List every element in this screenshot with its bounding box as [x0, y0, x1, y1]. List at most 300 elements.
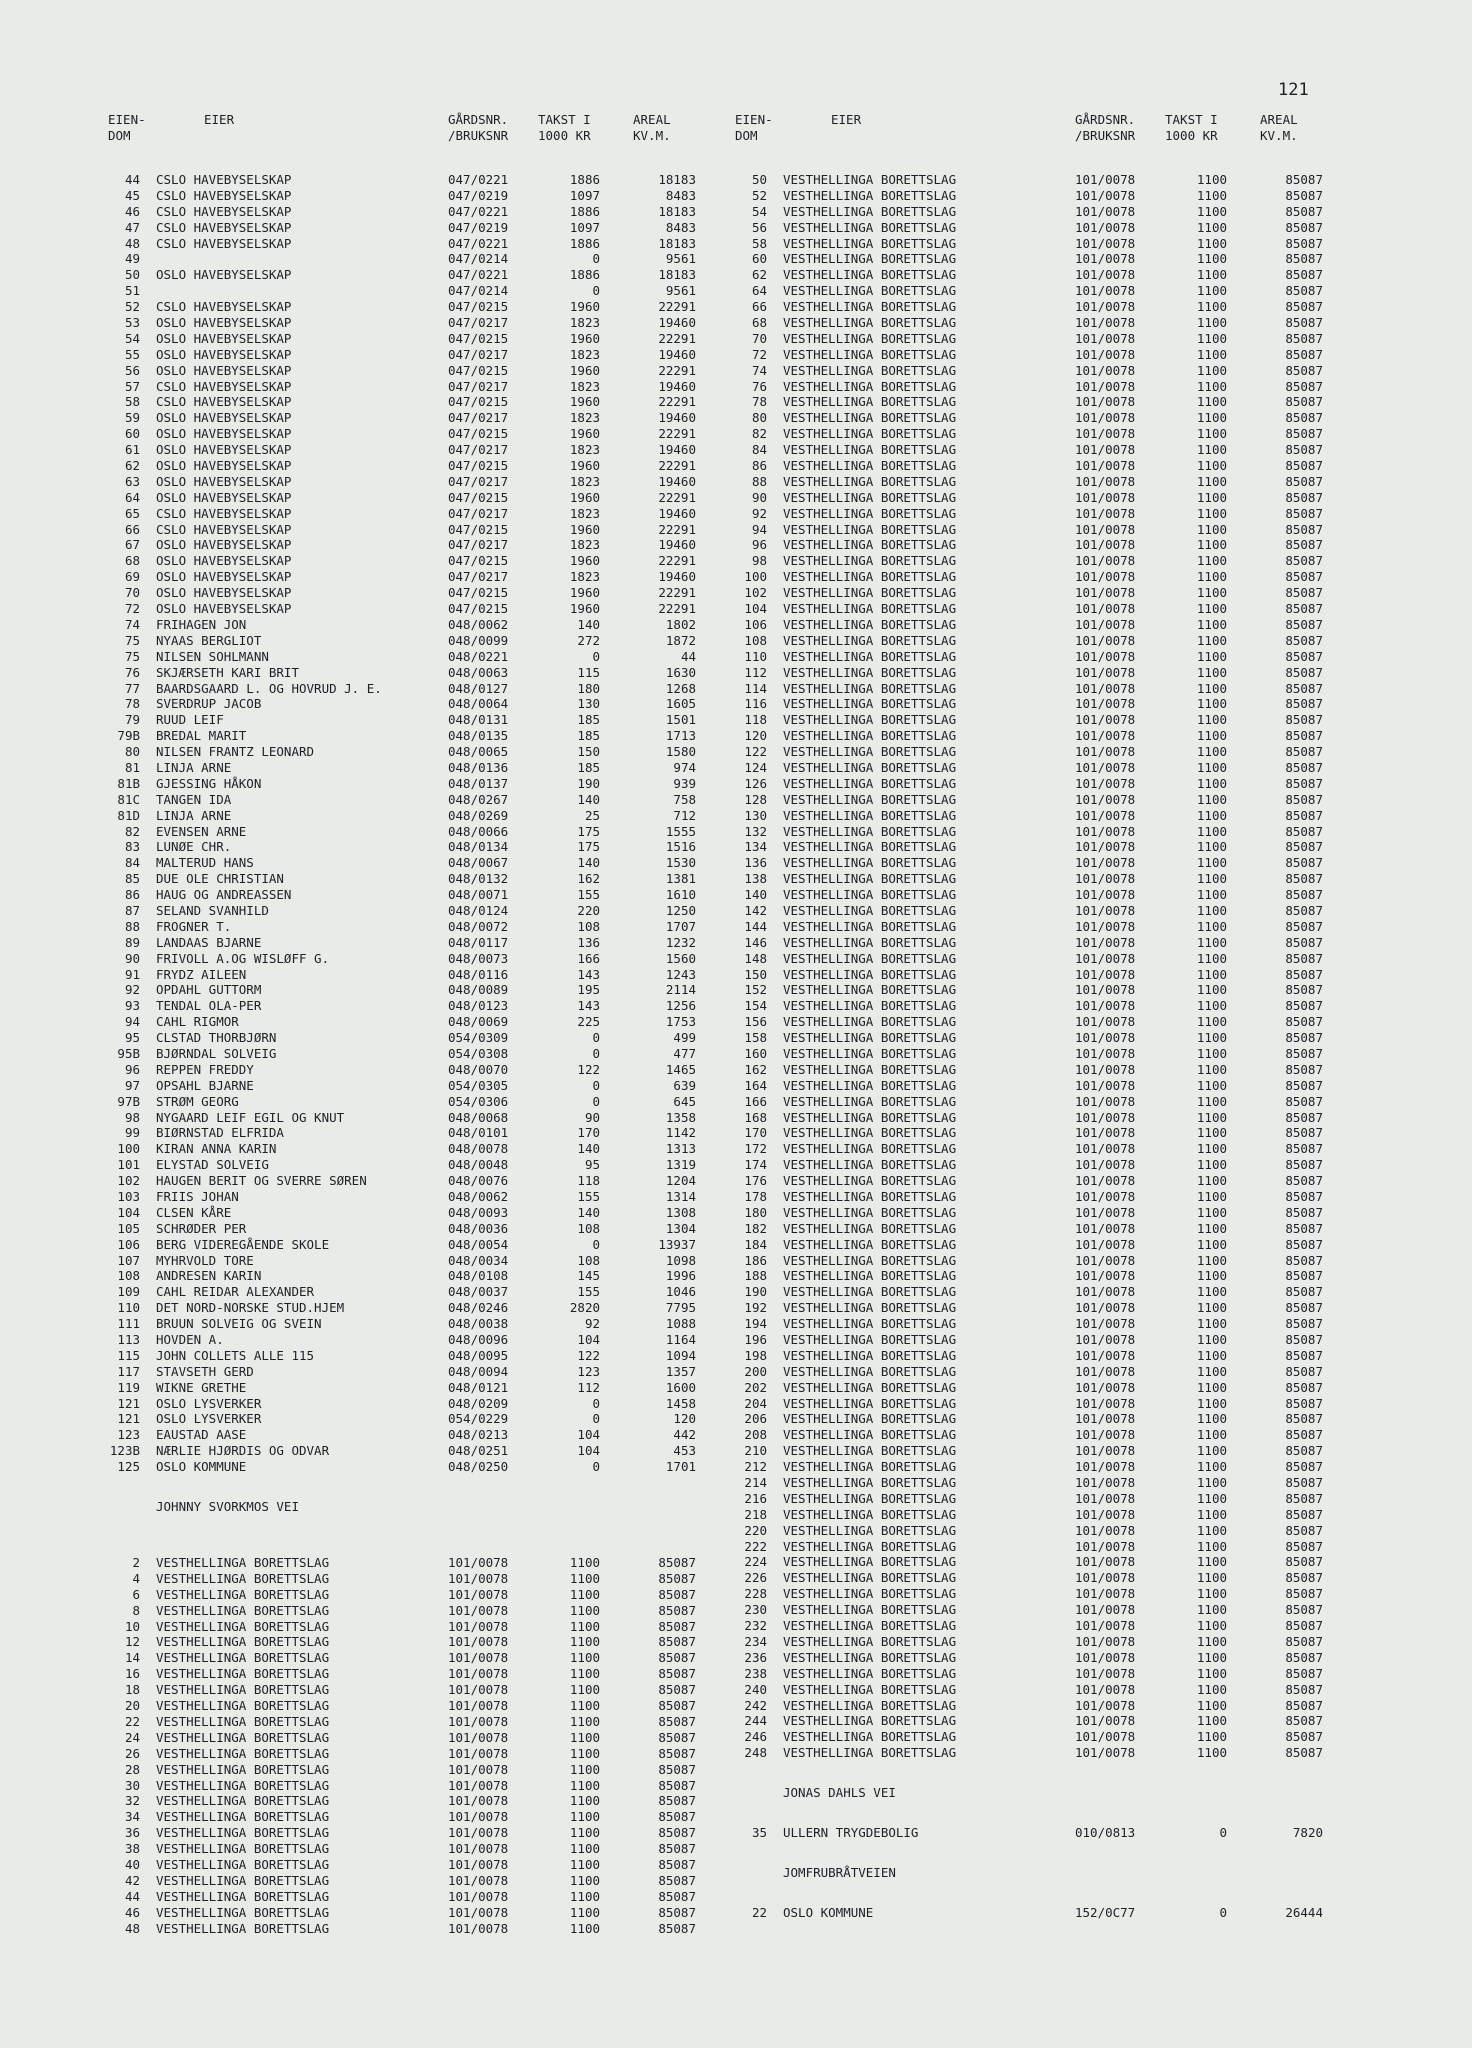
owner-name: VESTHELLINGA BORETTSLAG	[783, 219, 957, 235]
row-number: 222	[744, 1538, 767, 1554]
takst-value: 1960	[569, 489, 600, 505]
owner-name: VESTHELLINGA BORETTSLAG	[156, 1920, 330, 1936]
areal-value: 85087	[1285, 426, 1323, 442]
row-number: 22	[124, 1713, 140, 1729]
gardsnr-bruksnr: 048/0135	[448, 728, 509, 744]
gardsnr-bruksnr: 048/0048	[448, 1157, 509, 1173]
gardsnr-bruksnr: 101/0078	[448, 1872, 509, 1888]
areal-value: 85087	[1285, 680, 1323, 696]
owner-name: STRØM GEORG	[156, 1093, 239, 1109]
takst-value: 104	[577, 1443, 600, 1459]
areal-value: 85087	[1285, 489, 1323, 505]
table-row	[108, 1268, 718, 1284]
gardsnr-bruksnr: 047/0219	[448, 219, 509, 235]
takst-value: 0	[592, 648, 600, 664]
table-row	[735, 537, 1345, 553]
row-number: 87	[124, 902, 140, 918]
table-row	[108, 744, 718, 760]
owner-name: GJESSING HÅKON	[156, 775, 262, 791]
gardsnr-bruksnr: 048/0131	[448, 712, 509, 728]
row-number: 68	[124, 553, 140, 569]
areal-value: 1872	[665, 632, 696, 648]
table-row	[108, 1348, 718, 1364]
areal-value: 85087	[1285, 1316, 1323, 1332]
row-number: 107	[117, 1252, 140, 1268]
table-row	[108, 379, 718, 395]
row-number: 194	[744, 1316, 767, 1332]
property-list	[108, 172, 718, 1475]
row-number: 69	[124, 569, 140, 585]
owner-name: VESTHELLINGA BORETTSLAG	[783, 632, 957, 648]
areal-value: 85087	[1285, 839, 1323, 855]
row-number: 64	[751, 283, 767, 299]
table-row	[108, 1237, 718, 1253]
takst-value: 1960	[569, 299, 600, 315]
table-row	[108, 442, 718, 458]
table-row	[735, 1380, 1345, 1396]
gardsnr-bruksnr: 101/0078	[448, 1793, 509, 1809]
takst-value: 1100	[1196, 1204, 1227, 1220]
takst-value: 1100	[1196, 299, 1227, 315]
row-number: 95	[124, 1030, 140, 1046]
takst-value: 1100	[1196, 728, 1227, 744]
table-row	[735, 1237, 1345, 1253]
row-number: 63	[124, 473, 140, 489]
row-number: 138	[744, 871, 767, 887]
gardsnr-bruksnr: 101/0078	[1075, 1141, 1136, 1157]
header-gardsnr: GÅRDSNR. /BRUKSNR	[448, 112, 509, 143]
gardsnr-bruksnr: 048/0062	[448, 616, 509, 632]
row-number: 44	[124, 1888, 140, 1904]
gardsnr-bruksnr: 101/0078	[1075, 680, 1136, 696]
row-number: 142	[744, 902, 767, 918]
areal-value: 85087	[1285, 553, 1323, 569]
owner-name: VESTHELLINGA BORETTSLAG	[783, 696, 957, 712]
takst-value: 1823	[569, 410, 600, 426]
areal-value: 18183	[658, 235, 696, 251]
row-number: 190	[744, 1284, 767, 1300]
areal-value: 85087	[1285, 902, 1323, 918]
takst-value: 0	[592, 1411, 600, 1427]
gardsnr-bruksnr: 101/0078	[1075, 251, 1136, 267]
table-row	[108, 824, 718, 840]
gardsnr-bruksnr: 101/0078	[448, 1650, 509, 1666]
takst-value: 1100	[1196, 839, 1227, 855]
row-number: 156	[744, 1014, 767, 1030]
row-number: 110	[117, 1300, 140, 1316]
owner-name: VESTHELLINGA BORETTSLAG	[783, 1316, 957, 1332]
owner-name: VESTHELLINGA BORETTSLAG	[783, 235, 957, 251]
takst-value: 1100	[1196, 346, 1227, 362]
owner-name: DET NORD-NORSKE STUD.HJEM	[156, 1300, 345, 1316]
gardsnr-bruksnr: 101/0078	[448, 1777, 509, 1793]
owner-name: VESTHELLINGA BORETTSLAG	[783, 330, 957, 346]
row-number: 119	[117, 1379, 140, 1395]
table-row	[108, 426, 718, 442]
gardsnr-bruksnr: 101/0078	[1075, 696, 1136, 712]
gardsnr-bruksnr: 101/0078	[1075, 1316, 1136, 1332]
table-row	[108, 394, 718, 410]
areal-value: 85087	[1285, 1618, 1323, 1634]
owner-name: VESTHELLINGA BORETTSLAG	[156, 1666, 330, 1682]
takst-value: 1100	[1196, 378, 1227, 394]
owner-name: VESTHELLINGA BORETTSLAG	[783, 823, 957, 839]
gardsnr-bruksnr: 048/0072	[448, 918, 509, 934]
takst-value: 1100	[1196, 1427, 1227, 1443]
gardsnr-bruksnr: 048/0137	[448, 775, 509, 791]
table-row	[735, 1713, 1345, 1729]
row-number: 110	[744, 648, 767, 664]
owner-name: VESTHELLINGA BORETTSLAG	[156, 1809, 330, 1825]
table-row	[735, 1332, 1345, 1348]
areal-value: 1314	[665, 1189, 696, 1204]
row-number: 81B	[117, 775, 140, 791]
takst-value: 1100	[1196, 887, 1227, 903]
row-number: 238	[744, 1665, 767, 1681]
takst-value: 1100	[1196, 1220, 1227, 1236]
row-number: 182	[744, 1220, 767, 1236]
table-row	[108, 935, 718, 951]
areal-value: 85087	[1285, 1475, 1323, 1491]
takst-value: 1100	[569, 1682, 600, 1698]
areal-value: 85087	[1285, 1173, 1323, 1189]
takst-value: 1960	[569, 601, 600, 617]
table-row	[735, 1348, 1345, 1364]
owner-name: OSLO HAVEBYSELSKAP	[156, 442, 292, 458]
takst-value: 1100	[1196, 1554, 1227, 1570]
table-row	[735, 1427, 1345, 1443]
takst-value: 1100	[1196, 1602, 1227, 1618]
takst-value: 130	[577, 696, 600, 712]
gardsnr-bruksnr: 101/0078	[448, 1841, 509, 1857]
table-row	[735, 696, 1345, 712]
row-number: 108	[744, 632, 767, 648]
gardsnr-bruksnr: 101/0078	[448, 1920, 509, 1936]
areal-value: 1458	[665, 1395, 696, 1411]
owner-name: OSLO KOMMUNE	[156, 1459, 247, 1475]
gardsnr-bruksnr: 101/0078	[1075, 442, 1136, 458]
takst-value: 1100	[1196, 1459, 1227, 1475]
row-number: 60	[751, 251, 767, 267]
gardsnr-bruksnr: 101/0078	[1075, 299, 1136, 315]
takst-value: 1100	[1196, 1014, 1227, 1030]
takst-value: 0	[592, 1077, 600, 1093]
areal-value: 85087	[1285, 1189, 1323, 1204]
takst-value: 1100	[1196, 1109, 1227, 1125]
table-row	[735, 967, 1345, 983]
areal-value: 85087	[658, 1777, 696, 1793]
takst-value: 1100	[1196, 1697, 1227, 1713]
takst-value: 1100	[1196, 283, 1227, 299]
areal-value: 1516	[665, 839, 696, 855]
areal-value: 85087	[1285, 1395, 1323, 1411]
gardsnr-bruksnr: 047/0217	[448, 505, 509, 521]
owner-name: VESTHELLINGA BORETTSLAG	[783, 1125, 957, 1141]
table-row	[735, 442, 1345, 458]
owner-name: CSLO HAVEBYSELSKAP	[156, 235, 292, 251]
row-number: 90	[124, 950, 140, 966]
row-number: 108	[117, 1268, 140, 1284]
takst-value: 0	[592, 1459, 600, 1475]
gardsnr-bruksnr: 101/0078	[1075, 1506, 1136, 1522]
row-number: 146	[744, 934, 767, 950]
owner-name: VESTHELLINGA BORETTSLAG	[783, 1490, 957, 1506]
gardsnr-bruksnr: 101/0078	[1075, 505, 1136, 521]
row-number: 92	[751, 505, 767, 521]
row-number: 94	[124, 1014, 140, 1030]
table-row	[735, 220, 1345, 236]
takst-value: 1100	[569, 1570, 600, 1586]
table-row	[108, 998, 718, 1014]
takst-value: 1100	[1196, 1252, 1227, 1268]
areal-value: 85087	[1285, 1220, 1323, 1236]
areal-value: 85087	[658, 1586, 696, 1602]
row-number: 75	[124, 632, 140, 648]
table-row	[735, 1173, 1345, 1189]
takst-value: 162	[577, 871, 600, 887]
gardsnr-bruksnr: 101/0078	[1075, 664, 1136, 680]
table-row	[735, 1284, 1345, 1300]
gardsnr-bruksnr: 101/0078	[1075, 346, 1136, 362]
row-number: 104	[744, 601, 767, 617]
gardsnr-bruksnr: 101/0078	[1075, 1045, 1136, 1061]
gardsnr-bruksnr: 101/0078	[1075, 521, 1136, 537]
gardsnr-bruksnr: 101/0078	[1075, 473, 1136, 489]
gardsnr-bruksnr: 101/0078	[1075, 1093, 1136, 1109]
areal-value: 85087	[1285, 1109, 1323, 1125]
takst-value: 1100	[1196, 966, 1227, 982]
row-number: 12	[124, 1634, 140, 1650]
gardsnr-bruksnr: 048/0099	[448, 632, 509, 648]
owner-name: LUNØE CHR.	[156, 839, 232, 855]
owner-name: OSLO HAVEBYSELSKAP	[156, 569, 292, 585]
gardsnr-bruksnr: 101/0078	[1075, 1109, 1136, 1125]
row-number: 164	[744, 1077, 767, 1093]
gardsnr-bruksnr: 047/0214	[448, 283, 509, 299]
gardsnr-bruksnr: 048/0127	[448, 680, 509, 696]
areal-value: 85087	[1285, 315, 1323, 331]
owner-name: OSLO HAVEBYSELSKAP	[156, 553, 292, 569]
areal-value: 22291	[658, 426, 696, 442]
table-row	[108, 712, 718, 728]
takst-value: 1100	[569, 1698, 600, 1714]
takst-value: 1100	[1196, 442, 1227, 458]
takst-value: 1960	[569, 330, 600, 346]
areal-value: 1088	[665, 1316, 696, 1332]
table-row	[108, 220, 718, 236]
areal-value: 85087	[658, 1713, 696, 1729]
areal-value: 85087	[1285, 1490, 1323, 1506]
table-row	[735, 1586, 1345, 1602]
areal-value: 85087	[1285, 1014, 1323, 1030]
owner-name: VESTHELLINGA BORETTSLAG	[783, 1538, 957, 1554]
owner-name: OSLO HAVEBYSELSKAP	[156, 315, 292, 331]
row-number: 36	[124, 1825, 140, 1841]
row-number: 162	[744, 1061, 767, 1077]
takst-value: 1960	[569, 362, 600, 378]
takst-value: 1100	[1196, 553, 1227, 569]
gardsnr-bruksnr: 101/0078	[448, 1698, 509, 1714]
takst-value: 92	[584, 1316, 600, 1332]
areal-value: 1996	[665, 1268, 696, 1284]
gardsnr-bruksnr: 101/0078	[1075, 283, 1136, 299]
gardsnr-bruksnr: 048/0267	[448, 791, 509, 807]
areal-value: 85087	[1285, 346, 1323, 362]
table-row	[108, 1778, 718, 1794]
takst-value: 1886	[569, 203, 600, 219]
owner-name: VESTHELLINGA BORETTSLAG	[783, 712, 957, 728]
row-number: 114	[744, 680, 767, 696]
gardsnr-bruksnr: 101/0078	[1075, 410, 1136, 426]
takst-value: 122	[577, 1061, 600, 1077]
areal-value: 1560	[665, 950, 696, 966]
table-row	[735, 347, 1345, 363]
owner-name: ELYSTAD SOLVEIG	[156, 1157, 269, 1173]
takst-value: 1100	[1196, 601, 1227, 617]
owner-name: VESTHELLINGA BORETTSLAG	[156, 1793, 330, 1809]
row-number: 115	[117, 1347, 140, 1363]
gardsnr-bruksnr: 047/0215	[448, 330, 509, 346]
areal-value: 85087	[1285, 1061, 1323, 1077]
owner-name: OSLO HAVEBYSELSKAP	[156, 267, 292, 283]
areal-value: 18183	[658, 267, 696, 283]
table-row	[108, 490, 718, 506]
table-row	[735, 712, 1345, 728]
owner-name: VESTHELLINGA BORETTSLAG	[783, 394, 957, 410]
areal-value: 85087	[1285, 1665, 1323, 1681]
takst-value: 25	[584, 807, 600, 823]
takst-value: 1100	[1196, 1141, 1227, 1157]
owner-name: VESTHELLINGA BORETTSLAG	[783, 807, 957, 823]
takst-value: 1100	[1196, 1745, 1227, 1761]
owner-name: VESTHELLINGA BORETTSLAG	[783, 998, 957, 1014]
table-row	[108, 665, 718, 681]
owner-name: OSLO KOMMUNE	[783, 1904, 874, 1920]
areal-value: 85087	[1285, 1411, 1323, 1427]
row-number: 75	[124, 648, 140, 664]
takst-value: 225	[577, 1014, 600, 1030]
areal-value: 1555	[665, 823, 696, 839]
row-number: 174	[744, 1157, 767, 1173]
owner-name: VESTHELLINGA BORETTSLAG	[783, 1061, 957, 1077]
takst-value: 1100	[1196, 616, 1227, 632]
row-number: 100	[117, 1141, 140, 1157]
gardsnr-bruksnr: 101/0078	[1075, 616, 1136, 632]
row-number: 45	[124, 187, 140, 203]
owner-name: VESTHELLINGA BORETTSLAG	[783, 1522, 957, 1538]
areal-value: 8483	[665, 219, 696, 235]
areal-value: 19460	[658, 410, 696, 426]
row-number: 180	[744, 1204, 767, 1220]
owner-name: OSLO HAVEBYSELSKAP	[156, 537, 292, 553]
owner-name: EAUSTAD AASE	[156, 1427, 247, 1443]
owner-name: TANGEN IDA	[156, 791, 232, 807]
gardsnr-bruksnr: 048/0078	[448, 1141, 509, 1157]
gardsnr-bruksnr: 101/0078	[1075, 966, 1136, 982]
table-row	[735, 903, 1345, 919]
takst-value: 1100	[569, 1872, 600, 1888]
takst-value: 140	[577, 855, 600, 871]
row-number: 216	[744, 1490, 767, 1506]
areal-value: 1046	[665, 1284, 696, 1300]
takst-value: 1100	[1196, 203, 1227, 219]
gardsnr-bruksnr: 047/0217	[448, 410, 509, 426]
gardsnr-bruksnr: 101/0078	[1075, 203, 1136, 219]
owner-name: VESTHELLINGA BORETTSLAG	[783, 1665, 957, 1681]
owner-name: VESTHELLINGA BORETTSLAG	[783, 1570, 957, 1586]
gardsnr-bruksnr: 101/0078	[1075, 1300, 1136, 1316]
areal-value: 1232	[665, 934, 696, 950]
table-row	[108, 601, 718, 617]
takst-value: 143	[577, 998, 600, 1014]
owner-name: VESTHELLINGA BORETTSLAG	[783, 537, 957, 553]
owner-name: VESTHELLINGA BORETTSLAG	[156, 1586, 330, 1602]
row-number: 94	[751, 521, 767, 537]
table-row	[735, 1475, 1345, 1491]
row-number: 51	[124, 283, 140, 299]
gardsnr-bruksnr: 101/0078	[448, 1586, 509, 1602]
takst-value: 185	[577, 728, 600, 744]
table-row	[735, 251, 1345, 267]
owner-name: HAUGEN BERIT OG SVERRE SØREN	[156, 1173, 367, 1189]
table-row	[108, 776, 718, 792]
areal-value: 1381	[665, 871, 696, 887]
gardsnr-bruksnr: 101/0078	[1075, 1395, 1136, 1411]
owner-name: OSLO HAVEBYSELSKAP	[156, 458, 292, 474]
areal-value: 85087	[658, 1634, 696, 1650]
gardsnr-bruksnr: 101/0078	[1075, 267, 1136, 283]
takst-value: 1100	[1196, 1522, 1227, 1538]
gardsnr-bruksnr: 048/0063	[448, 664, 509, 680]
areal-value: 85087	[658, 1682, 696, 1698]
takst-value: 115	[577, 664, 600, 680]
takst-value: 155	[577, 887, 600, 903]
takst-value: 118	[577, 1173, 600, 1189]
row-number: 172	[744, 1141, 767, 1157]
gardsnr-bruksnr: 101/0078	[1075, 1475, 1136, 1491]
areal-value: 1204	[665, 1173, 696, 1189]
table-row	[108, 808, 718, 824]
row-number: 66	[124, 521, 140, 537]
areal-value: 85087	[1285, 759, 1323, 775]
takst-value: 1100	[1196, 1649, 1227, 1665]
areal-value: 85087	[1285, 1093, 1323, 1109]
header-areal: AREAL KV.M.	[633, 112, 671, 143]
takst-value: 1100	[569, 1555, 600, 1571]
gardsnr-bruksnr: 101/0078	[1075, 744, 1136, 760]
owner-name: RUUD LEIF	[156, 712, 224, 728]
takst-value: 1100	[1196, 1475, 1227, 1491]
table-row	[735, 1539, 1345, 1555]
table-row	[108, 1411, 718, 1427]
table-row	[735, 935, 1345, 951]
areal-value: 85087	[1285, 1586, 1323, 1602]
areal-value: 1630	[665, 664, 696, 680]
table-row	[108, 681, 718, 697]
areal-value: 85087	[1285, 442, 1323, 458]
gardsnr-bruksnr: 047/0221	[448, 235, 509, 251]
row-number: 198	[744, 1347, 767, 1363]
row-number: 230	[744, 1602, 767, 1618]
areal-value: 85087	[1285, 998, 1323, 1014]
takst-value: 1100	[1196, 902, 1227, 918]
row-number: 76	[124, 664, 140, 680]
areal-value: 85087	[1285, 537, 1323, 553]
owner-name: VESTHELLINGA BORETTSLAG	[783, 315, 957, 331]
row-number: 83	[124, 839, 140, 855]
row-number: 117	[117, 1363, 140, 1379]
row-number: 96	[751, 537, 767, 553]
